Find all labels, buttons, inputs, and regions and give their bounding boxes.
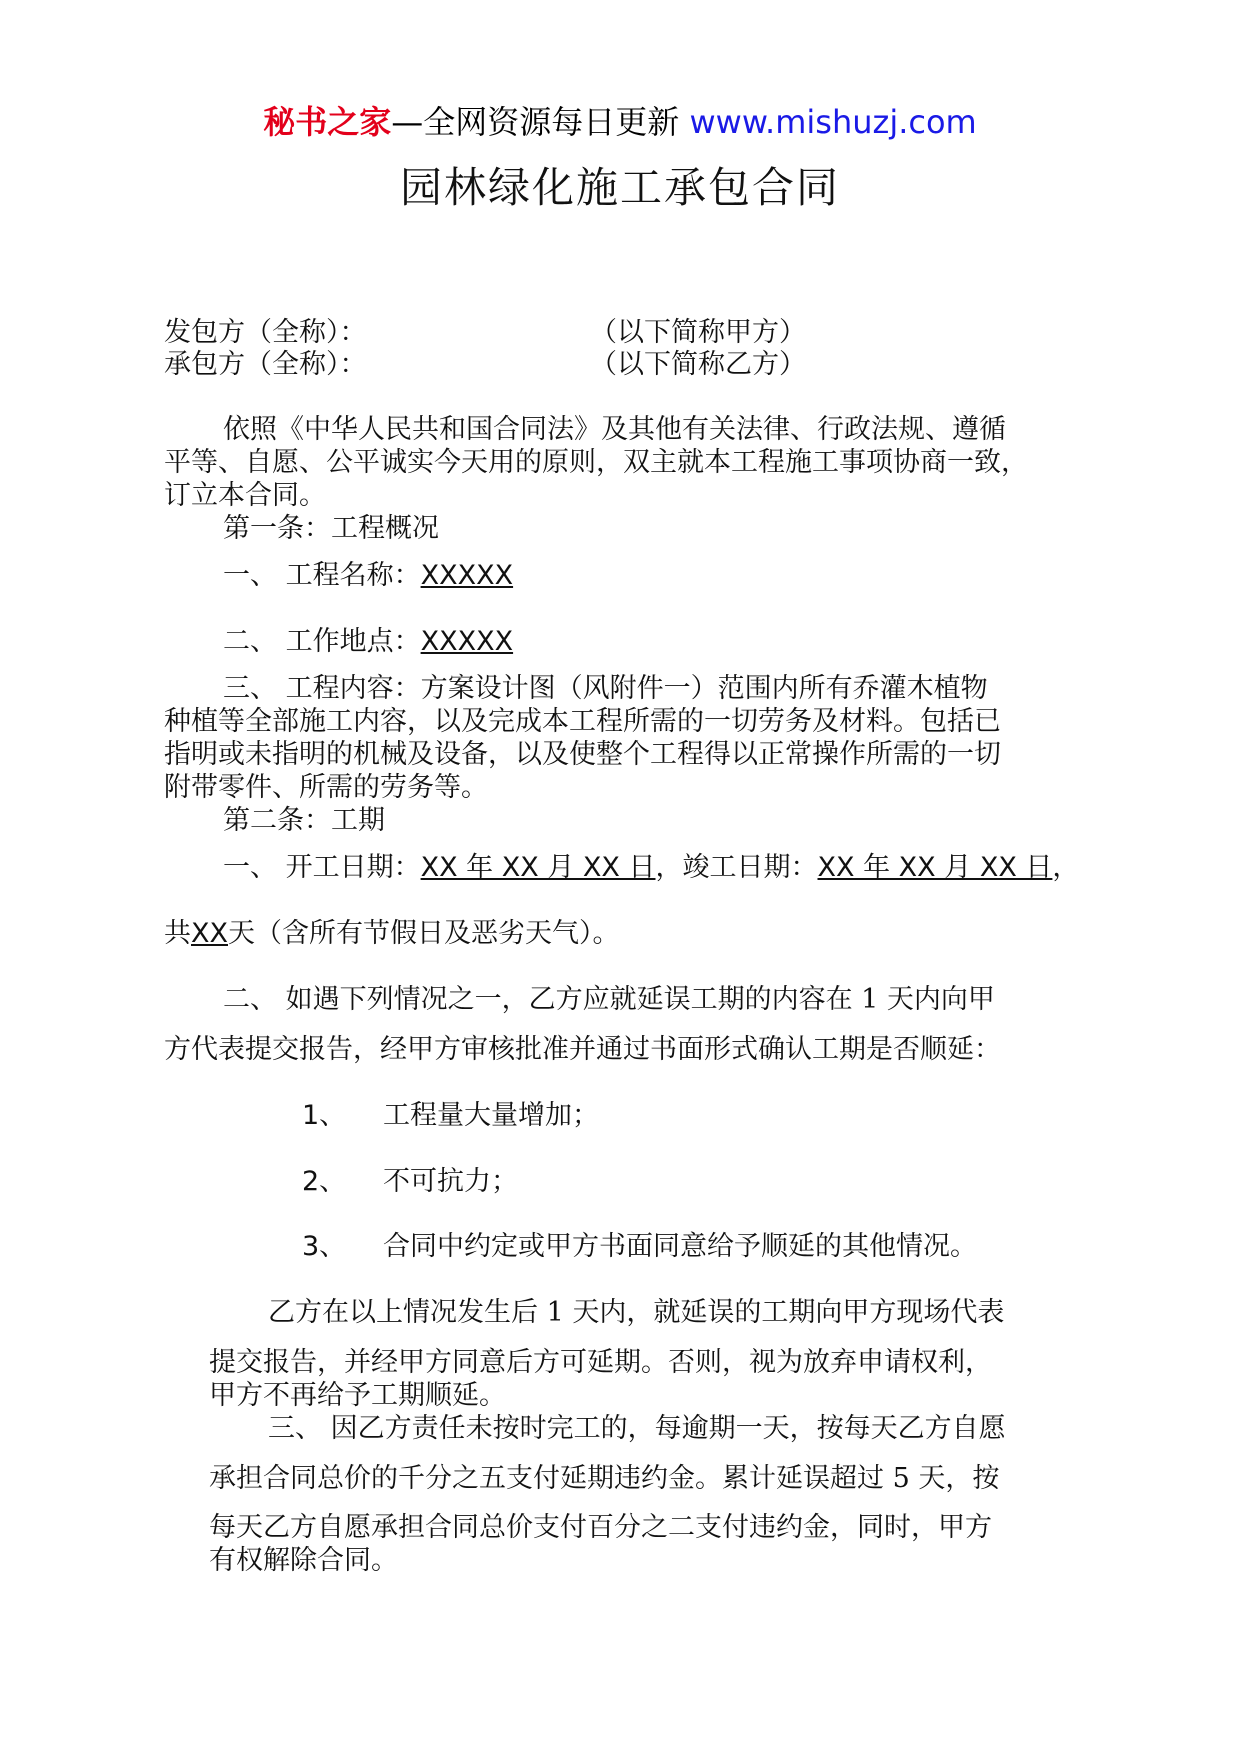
- document-title: 园林绿化施工承包合同: [399, 163, 840, 212]
- project-name-line: [223, 559, 513, 592]
- site-url-link[interactable]: www.mishuzj.com: [689, 103, 977, 141]
- end-date-label: ，竣工日期：: [655, 852, 818, 883]
- project-name-value: XXXXX: [420, 560, 514, 591]
- delay-clause-line-2: 方代表提交报告，经甲方审核批准并通过书面形式确认工期是否顺延：: [164, 1034, 1001, 1065]
- report-line-1: 乙方在以上情况发生后 1 天内，就延误的工期向甲方现场代表: [268, 1297, 1005, 1328]
- brand-name: 秘书之家: [263, 103, 392, 141]
- work-location-value: XXXXX: [420, 626, 514, 657]
- work-location-label: 二、 工作地点：: [223, 626, 421, 657]
- site-header: [0, 100, 1240, 144]
- project-content-line-3: 指明或未指明的机械及设备，以及使整个工程得以正常操作所需的一切: [164, 739, 1001, 770]
- report-line-2: 提交报告，并经甲方同意后方可延期。否则，视为放弃申请权利，: [209, 1347, 992, 1378]
- penalty-line-2: 承担合同总价的千分之五支付延期违约金。累计延误超过 5 天，按: [209, 1463, 1000, 1494]
- project-content-line-1: 三、 工程内容：方案设计图（风附件一）范围内所有乔灌木植物: [223, 673, 988, 704]
- intro-line-3: 订立本合同。: [164, 480, 326, 511]
- intro-line-1: 依照《中华人民共和国合同法》及其他有关法律、行政法规、遵循: [223, 414, 1006, 445]
- list-item-number: 1、: [302, 1100, 347, 1131]
- report-line-3: 甲方不再给予工期顺延。: [209, 1380, 506, 1411]
- penalty-line-3: 每天乙方自愿承担合同总价支付百分之二支付违约金，同时，甲方: [209, 1512, 992, 1543]
- header-slogan: —全网资源每日更新: [391, 103, 690, 141]
- penalty-line-4: 有权解除合同。: [209, 1545, 398, 1576]
- list-item-text: 不可抗力；: [383, 1166, 518, 1197]
- total-days-line: [164, 917, 620, 950]
- list-item: [302, 1230, 977, 1263]
- penalty-line-1: 三、 因乙方责任未按时完工的，每逾期一天，按每天乙方自愿: [268, 1413, 1006, 1444]
- work-location-line: [223, 625, 513, 658]
- schedule-dates-line: [223, 851, 1079, 884]
- party-b-label: 承包方（全称）：: [164, 349, 367, 380]
- end-date-value: XX 年 XX 月 XX 日: [817, 852, 1053, 883]
- party-a-line: [164, 316, 924, 349]
- project-content-line-2: 种植等全部施工内容，以及完成本工程所需的一切劳务及材料。包括已: [164, 706, 1001, 737]
- total-days-value: XX: [191, 918, 228, 949]
- total-days-prefix: 共: [164, 918, 191, 949]
- party-a-note: （以下简称甲方）: [590, 317, 806, 348]
- list-item-number: 3、: [302, 1231, 347, 1262]
- list-item: [302, 1099, 599, 1132]
- end-date-comma: ，: [1052, 852, 1080, 883]
- article-1-heading: 第一条：工程概况: [223, 513, 439, 544]
- start-date-value: XX 年 XX 月 XX 日: [420, 852, 656, 883]
- article-2-heading: 第二条：工期: [223, 805, 385, 836]
- party-a-label: 发包方（全称）：: [164, 317, 367, 348]
- total-days-suffix: 天（含所有节假日及恶劣天气）。: [228, 918, 620, 949]
- project-content-line-4: 附带零件、所需的劳务等。: [164, 772, 488, 803]
- list-item-text: 合同中约定或甲方书面同意给予顺延的其他情况。: [383, 1231, 977, 1262]
- list-item-text: 工程量大量增加；: [383, 1100, 599, 1131]
- delay-clause-line-1: 二、 如遇下列情况之一，乙方应就延误工期的内容在 1 天内向甲: [223, 984, 995, 1015]
- intro-line-2: 平等、自愿、公平诚实今天用的原则，双主就本工程施工事项协商一致，: [164, 447, 1028, 478]
- list-item: [302, 1165, 518, 1198]
- party-b-line: [164, 348, 924, 381]
- start-date-label: 一、 开工日期：: [223, 852, 421, 883]
- party-b-note: （以下简称乙方）: [590, 349, 806, 380]
- list-item-number: 2、: [302, 1166, 347, 1197]
- project-name-label: 一、 工程名称：: [223, 560, 421, 591]
